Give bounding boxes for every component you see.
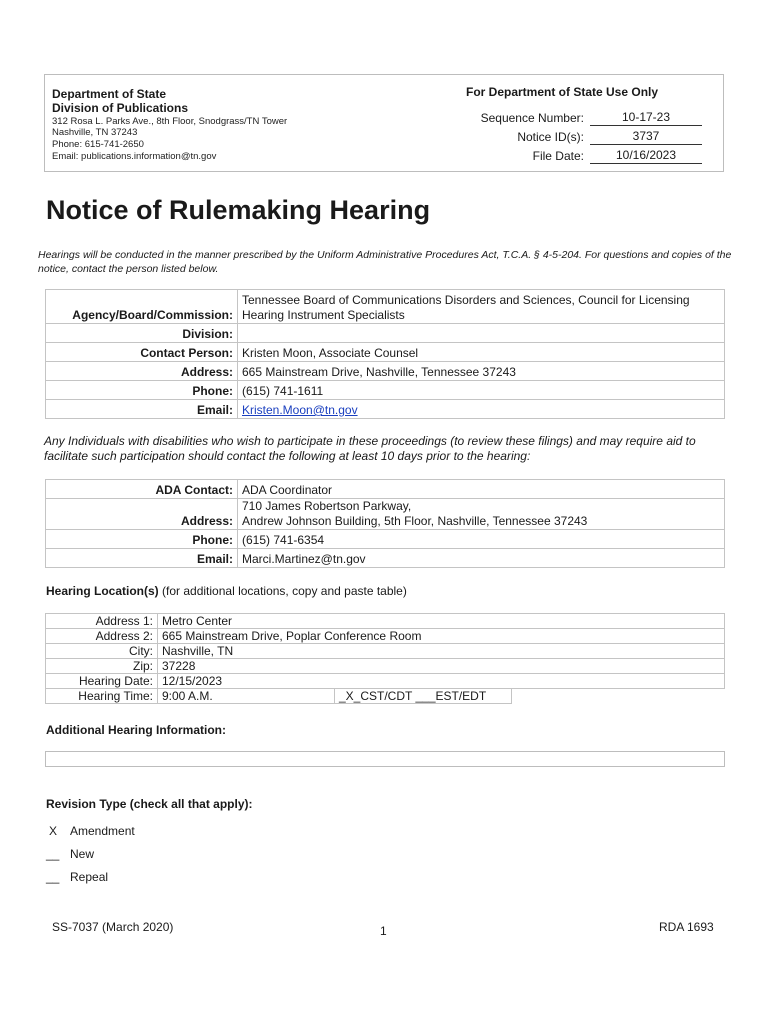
ada-note: Any Individuals with disabilities who wish to participate in these proceedings (to review these filings) and may require aid to facilitate such participation should contact the following at least 10 days prior to the hearing: <box>44 434 696 463</box>
revision-label-new: New <box>70 847 95 861</box>
department-city: Nashville, TN 37243 <box>52 127 138 138</box>
ada-contact-label: ADA Contact: <box>46 480 238 499</box>
address-value: 665 Mainstream Drive, Nashville, Tennessee 37243 <box>238 362 725 381</box>
table-row <box>46 629 725 644</box>
revision-checkbox-repeal[interactable]: __ <box>46 870 60 884</box>
ada-table <box>45 479 725 568</box>
table-row <box>46 549 725 568</box>
table-row <box>46 614 725 629</box>
hearing-location-subtitle: (for additional locations, copy and paste table) <box>162 584 407 598</box>
division-name: Division of Publications <box>52 101 189 115</box>
table-row <box>46 400 725 419</box>
ada-phone-value: (615) 741-6354 <box>238 530 725 549</box>
table-row <box>46 659 725 674</box>
sequence-label: Sequence Number: <box>480 111 584 125</box>
table-row <box>46 499 725 530</box>
table-row <box>46 530 725 549</box>
department-name: Department of State <box>52 87 167 101</box>
additional-info-title: Additional Hearing Information: <box>46 723 226 737</box>
division-label: Division: <box>46 324 238 343</box>
agency-value: Tennessee Board of Communications Disorders and Sciences, Council for Licensing Hearing Instrument Specialists <box>238 290 725 324</box>
revision-checkbox-new[interactable]: __ <box>46 847 60 861</box>
address1-value: Metro Center <box>158 614 725 629</box>
additional-info-box[interactable] <box>45 751 725 767</box>
phone-label: Phone: <box>46 381 238 400</box>
ada-address-value <box>238 499 725 530</box>
revision-title: Revision Type (check all that apply): <box>46 797 253 811</box>
ada-email-label: Email: <box>46 549 238 568</box>
table-row <box>46 324 725 343</box>
page-number: 1 <box>380 924 387 938</box>
agency-table <box>45 289 725 419</box>
filedate-value: 10/16/2023 <box>590 147 702 164</box>
hearing-location-title <box>46 584 407 598</box>
address2-label: Address 2: <box>46 629 158 644</box>
filedate-label: File Date: <box>532 149 584 163</box>
ada-address-line2: Andrew Johnson Building, 5th Floor, Nashville, Tennessee 37243 <box>242 514 588 528</box>
hearing-date-value: 12/15/2023 <box>158 674 725 689</box>
department-phone: Phone: 615-741-2650 <box>52 139 144 150</box>
table-row <box>46 644 725 659</box>
city-value: Nashville, TN <box>158 644 725 659</box>
hearing-location-heading: Hearing Location(s) <box>46 584 159 598</box>
zip-value: 37228 <box>158 659 725 674</box>
hearing-location-table <box>45 613 725 704</box>
empty-cell <box>512 689 725 704</box>
revision-checkbox-amendment[interactable]: X <box>49 824 58 838</box>
page-title: Notice of Rulemaking Hearing <box>46 195 431 225</box>
city-label: City: <box>46 644 158 659</box>
notice-label: Notice ID(s): <box>517 130 584 144</box>
hearing-date-label: Hearing Date: <box>46 674 158 689</box>
ada-contact-value: ADA Coordinator <box>238 480 725 499</box>
department-email: Email: publications.information@tn.gov <box>52 151 217 162</box>
contact-label: Contact Person: <box>46 343 238 362</box>
sequence-value: 10-17-23 <box>590 109 702 126</box>
intro-text: Hearings will be conducted in the manner prescribed by the Uniform Administrative Procedures Act, T.C.A. § 4-5-204. For questions and copies of the notice, contact the person listed below. <box>38 249 732 275</box>
revision-label-amendment: Amendment <box>70 824 135 838</box>
revision-label-repeal: Repeal <box>70 870 109 884</box>
division-value <box>238 324 725 343</box>
table-row <box>46 480 725 499</box>
contact-email-link[interactable]: Kristen.Moon@tn.gov <box>242 403 358 417</box>
hearing-time-value: 9:00 A.M. <box>158 689 335 704</box>
table-row <box>46 674 725 689</box>
ada-email-value: Marci.Martinez@tn.gov <box>238 549 725 568</box>
agency-label: Agency/Board/Commission: <box>46 290 238 324</box>
address1-label: Address 1: <box>46 614 158 629</box>
phone-value: (615) 741-1611 <box>238 381 725 400</box>
ada-phone-label: Phone: <box>46 530 238 549</box>
contact-value: Kristen Moon, Associate Counsel <box>238 343 725 362</box>
address-label: Address: <box>46 362 238 381</box>
table-row <box>46 290 725 324</box>
address2-value: 665 Mainstream Drive, Poplar Conference Room <box>158 629 725 644</box>
ada-address-label: Address: <box>46 499 238 530</box>
form-id: SS-7037 (March 2020) <box>52 920 174 934</box>
hearing-time-label: Hearing Time: <box>46 689 158 704</box>
table-row <box>46 343 725 362</box>
email-label: Email: <box>46 400 238 419</box>
email-cell <box>238 400 725 419</box>
department-address: 312 Rosa L. Parks Ave., 8th Floor, Snodgrass/TN Tower <box>52 116 288 127</box>
table-row <box>46 689 725 704</box>
rda-number: RDA 1693 <box>659 920 714 934</box>
ada-address-line1: 710 James Robertson Parkway, <box>242 499 412 513</box>
zip-label: Zip: <box>46 659 158 674</box>
table-row <box>46 381 725 400</box>
use-only-title: For Department of State Use Only <box>466 85 659 99</box>
hearing-timezone: _X_CST/CDT ___EST/EDT <box>335 689 512 704</box>
table-row <box>46 362 725 381</box>
notice-value: 3737 <box>590 128 702 145</box>
